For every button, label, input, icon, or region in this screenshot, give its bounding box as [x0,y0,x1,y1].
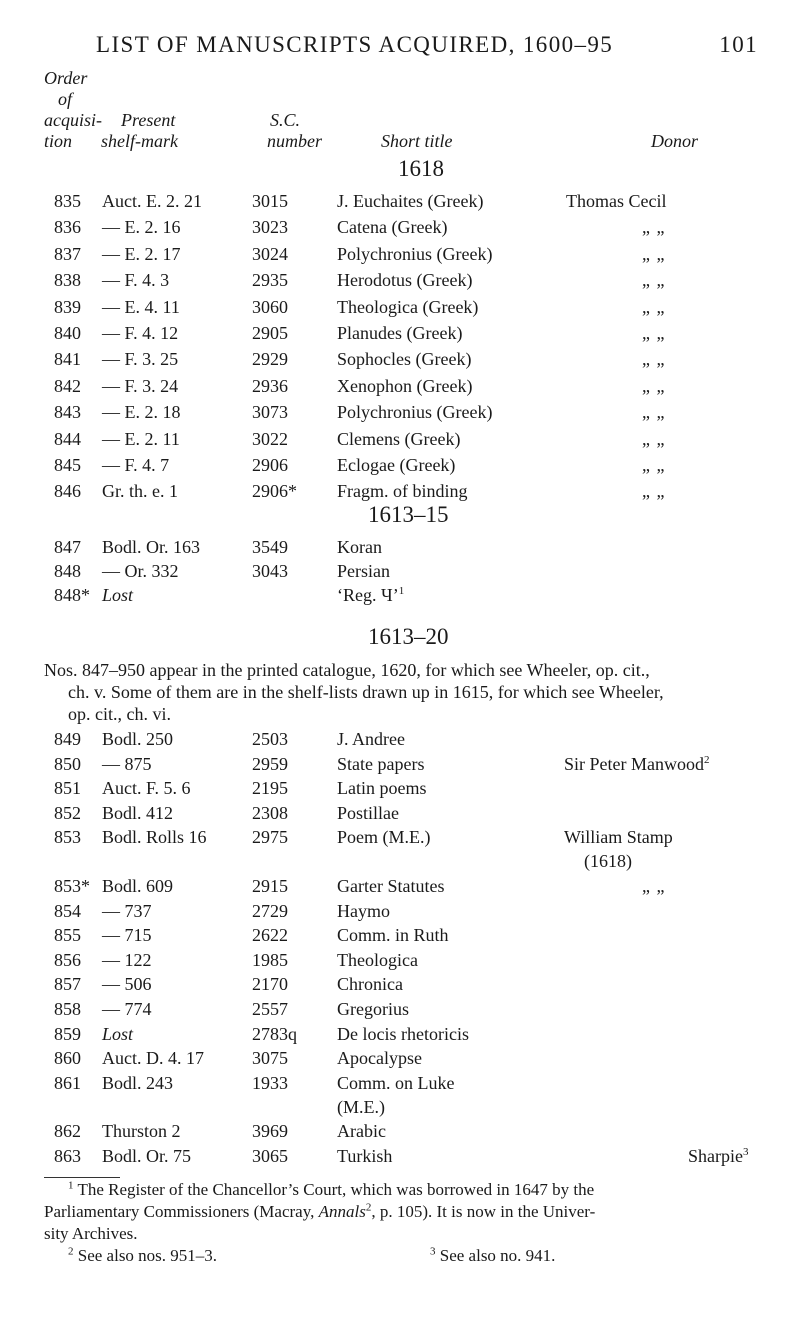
order-number: 861 [54,1072,81,1093]
table-row [0,803,800,829]
section-year-1613-15: 1613–15 [368,502,449,527]
shelf-mark: Bodl. Or. 75 [102,1146,192,1166]
footnote-1-line [44,1223,758,1245]
sc-number: 2170 [252,974,288,995]
sc-number: 3065 [252,1146,288,1166]
shelf-mark: — F. 4. 7 [102,455,170,475]
order-number: 859 [54,1023,81,1044]
order-number: 854 [54,900,81,921]
short-title [337,901,390,922]
shelf-mark: Bodl. 250 [102,729,174,749]
footnote-ref: 2 [703,753,710,766]
donor-text: „ „ [642,876,666,896]
col-head-sc [267,110,322,152]
table-row [0,349,800,375]
shelf-mark: Bodl. Rolls 16 [102,827,207,848]
table-row [0,191,800,217]
order-number: 844 [54,428,81,449]
donor-text: Sharpie [688,1146,743,1166]
donor [642,876,665,897]
short-title-text: De locis rhetoricis [337,1023,469,1044]
donor [566,191,666,212]
footnote-text: See also nos. 951–3. [77,1246,218,1265]
shelf-mark: Bodl. Or. 163 [102,537,201,557]
donor [564,827,673,848]
sc-number: 1933 [252,1072,288,1093]
short-title [337,950,418,971]
section-year-1618: 1618 [398,156,444,181]
donor-text: „ „ [642,243,666,264]
shelf-mark: — 774 [102,999,152,1019]
donor-text: William Stamp [564,827,673,848]
short-title-text: Eclogae (Greek) [337,455,456,475]
short-title [337,585,404,606]
shelf-mark: — F. 4. 3 [102,270,170,291]
donor [642,455,665,476]
short-title [337,481,468,502]
donor [642,270,665,291]
sc-number: 3549 [252,537,288,557]
short-title [337,1024,469,1045]
short-title-text: J. Euchaites (Greek) [337,191,484,211]
short-title [337,455,455,476]
order-number: 840 [54,323,81,343]
table-row [0,561,800,587]
intro-line: op. cit., ch. vi. [68,704,171,724]
shelf-mark: — E. 2. 17 [102,243,181,264]
footnote-text: Parliamentary Commissioners (Macray, [44,1202,319,1221]
order-number: 838 [54,270,81,291]
shelf-mark: — Or. 332 [102,561,179,581]
sc-number: 3024 [252,243,288,264]
short-title-text: Planudes (Greek) [337,323,463,343]
footnote-rule [44,1177,120,1178]
donor [642,376,665,397]
order-number: 843 [54,402,81,423]
footnote-1-line [44,1179,758,1201]
col-head-title: Short title [381,131,453,151]
short-title [337,323,462,344]
short-title-text: Koran [337,537,382,557]
donor-text: „ „ [642,455,666,475]
footnote-sup: 2 [365,1201,372,1214]
col-head-order [44,68,102,152]
short-title [337,729,405,750]
shelf-mark: — E. 4. 11 [102,296,180,317]
short-title [337,297,478,318]
short-title-text: Garter Statutes [337,876,445,896]
sc-number: 2906 [252,455,288,475]
table-row [0,270,800,296]
order-number: 848 [54,561,81,581]
footnote-italic: Annals [318,1202,366,1221]
col-head-order-line: of [58,89,73,109]
col-head-order-line: tion [44,131,73,151]
order-number: 858 [54,999,81,1019]
table-row [0,827,800,872]
sc-number: 3060 [252,296,288,317]
short-title-text: Catena (Greek) [337,217,448,238]
order-number: 850 [54,753,81,774]
order-number: 835 [54,191,81,211]
order-number: 836 [54,217,81,238]
short-title [337,999,409,1020]
short-title [337,217,447,238]
table-row [0,925,800,951]
donor-text: „ „ [642,375,666,396]
sc-number: 2308 [252,802,288,823]
short-title [337,925,449,946]
order-number: 857 [54,974,81,995]
sc-number: 2929 [252,349,288,370]
table-row [0,323,800,349]
shelf-mark: Auct. E. 2. 21 [102,191,202,211]
col-head-shelf-line: Present [121,110,176,130]
order-number: 860 [54,1048,81,1069]
table-row [0,1146,800,1172]
short-title-text: ‘Reg. Ч’ [337,585,399,605]
shelf-mark: — 122 [102,949,152,970]
short-title-text: Latin poems [337,778,427,799]
short-title [337,803,399,824]
sc-number: 3043 [252,561,288,581]
table-row [0,585,800,611]
sc-number: 2905 [252,323,288,343]
sc-number: 2195 [252,778,288,799]
shelf-mark: — 875 [102,753,152,774]
footnote-mark: 2 [68,1245,74,1258]
donor [642,402,665,423]
short-title-text: Xenophon (Greek) [337,375,473,396]
short-title-text: Chronica [337,974,403,995]
table-row [0,950,800,976]
shelf-mark: Bodl. 243 [102,1072,174,1093]
intro-line: Nos. 847–950 appear in the printed catalogue, 1620, for which see Wheeler, op. cit., [44,660,650,680]
donor [642,297,665,318]
short-title [337,270,472,291]
col-head-order-line: acquisi- [44,110,102,130]
sc-number: 2915 [252,876,288,896]
sc-number: 2557 [252,999,288,1019]
short-title-continuation: (M.E.) [337,1096,385,1117]
table-row [0,376,800,402]
table-row [0,778,800,804]
table-row [0,1024,800,1050]
table-row [0,754,800,780]
short-title [337,537,382,558]
page-title: LIST OF MANUSCRIPTS ACQUIRED, 1600–95 [96,32,614,57]
section-intro-paragraph [44,659,758,725]
short-title-text: Haymo [337,900,390,921]
sc-number: 2959 [252,753,288,774]
shelf-mark: Lost [102,1023,134,1044]
sc-number: 3023 [252,217,288,238]
shelf-mark: Lost [102,585,134,605]
donor-text: Sir Peter Manwood [564,753,704,774]
col-head-order-line: Order [44,68,88,88]
short-title-text: Gregorius [337,999,409,1019]
footnote-mark: 1 [68,1179,74,1192]
shelf-mark: — F. 4. 12 [102,323,179,343]
short-title [337,1121,386,1142]
page-number: 101 [719,32,758,57]
order-number: 849 [54,729,81,749]
short-title-text: Polychronius (Greek) [337,402,493,423]
sc-number: 2783q [252,1023,297,1044]
shelf-mark: — 506 [102,974,152,995]
table-row [0,999,800,1025]
shelf-mark: Bodl. 412 [102,802,174,823]
col-head-shelf-line: shelf-mark [101,131,178,151]
table-row [0,901,800,927]
sc-number: 3969 [252,1121,288,1142]
donor [688,1146,748,1167]
footnote-text: The Register of the Chancellor’s Court, which was borrowed in 1647 by the [77,1180,595,1199]
order-number: 852 [54,802,81,823]
short-title [337,1073,455,1094]
sc-number: 3015 [252,191,288,211]
donor-continuation: (1618) [584,851,632,872]
table-row [0,1121,800,1147]
donor [642,481,665,502]
sc-number: 2935 [252,270,288,291]
short-title [337,754,424,775]
short-title-text: Poem (M.E.) [337,827,431,848]
order-number: 853* [54,876,90,896]
short-title-text: Turkish [337,1146,393,1166]
sc-number: 2729 [252,900,288,921]
order-number: 839 [54,296,81,317]
short-title-text: J. Andree [337,729,405,749]
col-head-sc-line: number [267,131,322,151]
shelf-mark: — 737 [102,900,152,921]
donor [642,323,665,344]
table-row [0,429,800,455]
short-title-text: Comm. on Luke [337,1072,455,1093]
donor-text: „ „ [642,481,666,502]
order-number: 847 [54,537,81,557]
short-title [337,974,403,995]
sc-number: 1985 [252,949,288,970]
section-year-1613-20: 1613–20 [368,624,449,649]
sc-number: 2503 [252,729,288,749]
table-row [0,217,800,243]
table-row [0,974,800,1000]
table-row [0,1048,800,1074]
short-title-text: Apocalypse [337,1048,422,1069]
sc-number: 2975 [252,827,288,848]
shelf-mark: Auct. D. 4. 17 [102,1048,204,1069]
donor-text: „ „ [642,402,666,423]
sc-number: 2906* [252,481,297,502]
col-head-donor: Donor [651,131,699,151]
donor [564,754,709,775]
table-row [0,402,800,428]
footnote-2 [68,1245,217,1267]
shelf-mark: Thurston 2 [102,1121,181,1142]
donor-text: „ „ [642,217,666,238]
short-title-text: State papers [337,753,425,774]
order-number: 841 [54,349,81,370]
table-row [0,729,800,755]
short-title-text: Comm. in Ruth [337,925,449,946]
short-title-text: Fragm. of binding [337,481,468,502]
short-title [337,561,390,582]
order-number: 863 [54,1146,81,1166]
short-title-text: Persian [337,561,390,581]
order-number: 846 [54,481,81,502]
donor-text: Thomas Cecil [566,191,667,211]
donor-text: „ „ [642,349,666,370]
order-number: 862 [54,1121,81,1142]
order-number: 848* [54,585,90,605]
donor [642,349,665,370]
intro-line: ch. v. Some of them are in the shelf-lists drawn up in 1615, for which see Wheeler, [68,682,664,702]
table-row [0,297,800,323]
shelf-mark: — 715 [102,925,152,946]
sc-number: 2622 [252,925,288,946]
short-title-text: Arabic [337,1121,386,1142]
shelf-mark: Gr. th. e. 1 [102,481,178,502]
order-number: 853 [54,827,81,848]
col-head-sc-line: S.C. [270,110,301,130]
short-title-text: Sophocles (Greek) [337,349,472,370]
order-number: 856 [54,949,81,970]
short-title [337,1048,422,1069]
donor-text: „ „ [642,428,666,449]
order-number: 842 [54,375,81,396]
short-title-text: Herodotus (Greek) [337,270,473,291]
footnote-text: , p. 105). It is now in the Univer- [371,1202,596,1221]
table-row [0,537,800,563]
order-number: 837 [54,243,81,264]
short-title [337,876,444,897]
footnote-text: sity Archives. [44,1224,138,1243]
shelf-mark: — F. 3. 24 [102,375,179,396]
footnote-1 [44,1179,758,1245]
short-title [337,376,472,397]
shelf-mark: Bodl. 609 [102,876,174,896]
sc-number: 3075 [252,1048,288,1069]
shelf-mark: — E. 2. 18 [102,402,181,423]
shelf-mark: — E. 2. 11 [102,428,180,449]
order-number: 845 [54,455,81,475]
short-title [337,827,431,848]
short-title-text: Postillae [337,802,399,823]
col-head-shelf [101,110,178,152]
order-number: 855 [54,925,81,946]
short-title-text: Theologica (Greek) [337,296,479,317]
sc-number: 3073 [252,402,288,423]
short-title [337,778,426,799]
donor [642,429,665,450]
footnote-ref: 3 [742,1146,749,1158]
short-title [337,402,492,423]
table-row [0,244,800,270]
short-title-text: Theologica [337,949,418,970]
order-number: 851 [54,778,81,799]
donor [642,217,665,238]
donor [642,244,665,265]
donor-text: „ „ [642,323,666,343]
table-row [0,1072,800,1117]
short-title [337,191,483,212]
donor-text: „ „ [642,270,666,291]
footnote-ref: 1 [398,585,405,597]
short-title-text: Polychronius (Greek) [337,243,493,264]
donor-text: „ „ [642,296,666,317]
table-row [0,876,800,902]
shelf-mark: Auct. F. 5. 6 [102,778,191,799]
footnote-3 [430,1245,555,1267]
sc-number: 3022 [252,428,288,449]
short-title [337,1146,392,1167]
short-title [337,244,492,265]
sc-number: 2936 [252,375,288,396]
shelf-mark: — E. 2. 16 [102,217,181,238]
short-title [337,349,471,370]
footnote-mark: 3 [430,1245,436,1258]
table-row [0,455,800,481]
short-title-text: Clemens (Greek) [337,428,461,449]
footnote-text: See also no. 941. [439,1246,556,1265]
shelf-mark: — F. 3. 25 [102,349,179,370]
short-title [337,429,460,450]
footnote-1-line [44,1201,758,1223]
